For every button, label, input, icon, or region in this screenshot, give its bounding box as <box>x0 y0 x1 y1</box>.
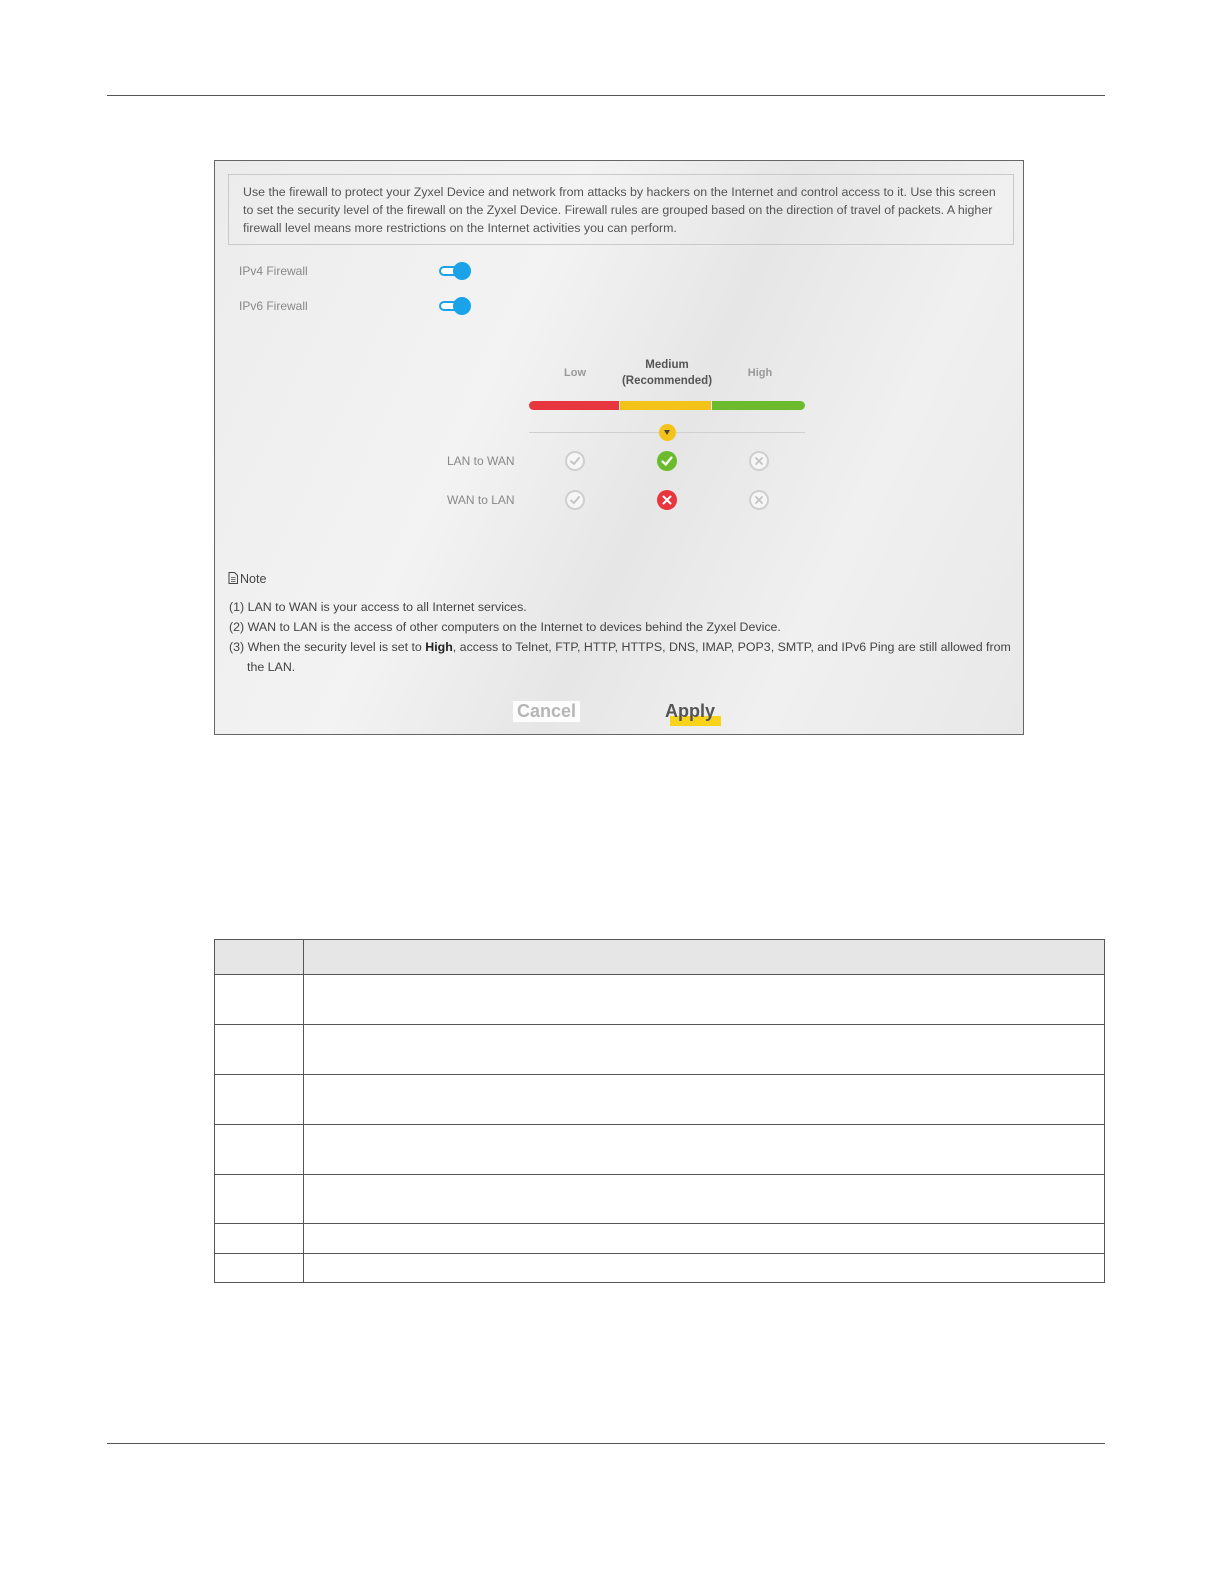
table-header-row <box>215 940 1105 975</box>
note-line-1: (1) LAN to WAN is your access to all Internet services. <box>229 600 527 614</box>
footer-rule <box>107 1443 1105 1444</box>
table-cell <box>215 975 304 1025</box>
cross-icon <box>749 490 769 510</box>
level-bar-low[interactable] <box>529 401 619 410</box>
table-cell <box>215 1075 304 1125</box>
level-high-label[interactable]: High <box>747 367 773 379</box>
table-row <box>215 1175 1105 1224</box>
note-title: Note <box>240 572 267 586</box>
table-cell <box>304 1025 1105 1075</box>
apply-button[interactable] <box>665 701 715 722</box>
table-row <box>215 1254 1105 1283</box>
header-rule <box>107 95 1105 96</box>
table-header-cell <box>304 940 1105 975</box>
note-line-3-post: , access to Telnet, FTP, HTTP, HTTPS, DNS, IMAP, POP3, SMTP, and IPv6 Ping are still allowed from <box>452 640 1011 654</box>
level-bar-high[interactable] <box>712 401 805 410</box>
description-table <box>214 939 1105 1283</box>
toggle-knob <box>453 297 471 315</box>
table-cell <box>304 1075 1105 1125</box>
level-bar-medium[interactable] <box>620 401 711 410</box>
cross-icon <box>749 451 769 471</box>
cancel-button[interactable]: Cancel <box>513 701 580 722</box>
level-pointer-icon[interactable] <box>659 424 676 441</box>
check-icon <box>657 451 677 471</box>
note-line-3-bold: High <box>425 640 453 654</box>
cross-icon <box>657 490 677 510</box>
note-line-3-pre: (3) When the security level is set to <box>229 640 426 654</box>
toggle-knob <box>453 262 471 280</box>
table-header-cell <box>215 940 304 975</box>
ipv6-firewall-label: IPv6 Firewall <box>239 299 308 313</box>
table-cell <box>215 1224 304 1254</box>
level-medium-sub: (Recommended) <box>621 375 713 387</box>
table-row <box>215 1125 1105 1175</box>
check-icon <box>565 451 585 471</box>
table-cell <box>304 1254 1105 1283</box>
level-medium-title: Medium <box>645 359 689 371</box>
ipv4-firewall-toggle[interactable] <box>439 261 471 281</box>
table-cell <box>215 1175 304 1224</box>
table-row <box>215 975 1105 1025</box>
apply-label: Apply <box>665 701 716 721</box>
table-cell <box>304 975 1105 1025</box>
firewall-screenshot <box>214 160 1024 735</box>
table-row <box>215 1075 1105 1125</box>
table-cell <box>215 1025 304 1075</box>
note-line-3 <box>229 637 1014 657</box>
note-heading <box>228 572 266 587</box>
table-cell <box>304 1125 1105 1175</box>
wan-to-lan-label: WAN to LAN <box>447 493 515 507</box>
table-cell <box>215 1125 304 1175</box>
intro-text: Use the firewall to protect your Zyxel Device and network from attacks by hackers on the Internet and control access to it. Use this screen to set the security level of the firewall on the Zyxel Device. Firewall rules are grouped based on the direction of travel of packets. A higher firewall level means more restrictions on the Internet activities you can perform. <box>228 174 1014 245</box>
note-line-2: (2) WAN to LAN is the access of other computers on the Internet to devices behind the Zyxel Device. <box>229 620 781 634</box>
table-cell <box>215 1254 304 1283</box>
note-doc-icon <box>228 572 238 587</box>
level-low-label[interactable]: Low <box>564 367 586 379</box>
table-cell <box>304 1224 1105 1254</box>
table-row <box>215 1224 1105 1254</box>
ipv4-firewall-label: IPv4 Firewall <box>239 264 308 278</box>
level-medium-label[interactable] <box>615 357 719 389</box>
table-row <box>215 1025 1105 1075</box>
table-cell <box>304 1175 1105 1224</box>
ipv6-firewall-toggle[interactable] <box>439 296 471 316</box>
note-line-3-cont: the LAN. <box>247 660 296 674</box>
lan-to-wan-label: LAN to WAN <box>447 454 515 468</box>
check-icon <box>565 490 585 510</box>
